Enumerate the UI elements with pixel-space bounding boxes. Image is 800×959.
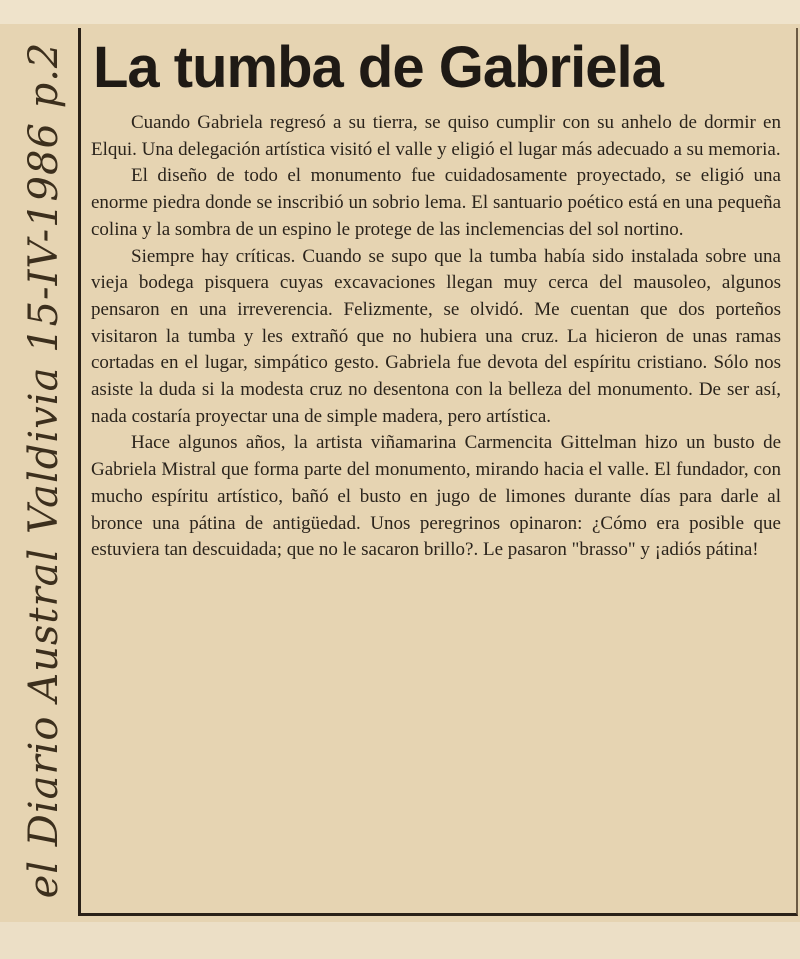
handwritten-source-note: el Diario Austral Valdivia 15-IV-1986 p.2 — [21, 41, 67, 899]
paragraph: Cuando Gabriela regresó a su tierra, se quiso cumplir con su anhelo de dormir en Elqui. Una delegación artística visitó el valle y eligió el lugar más adecuado a su memoria. — [91, 112, 781, 160]
paragraph: El diseño de todo el monumento fue cuidadosamente proyectado, se eligió una enorme piedra donde se inscribió un sobrio lema. El santuario poético está en una pequeña colina y la sombra de un espino le protege de las inclemencias del sol nortino. — [91, 165, 781, 240]
article-body — [91, 110, 781, 564]
article-box — [78, 28, 798, 916]
article-headline: La tumba de Gabriela — [93, 35, 663, 100]
paper-bottom-edge — [0, 922, 800, 959]
paper-top-edge — [0, 0, 800, 24]
paragraph: Siempre hay críticas. Cuando se supo que la tumba había sido instalada sobre una vieja bodega pisquera cuyas excavaciones llegan muy cerca del mausoleo, algunos pensaron en una irreverencia. Felizmente, se olvidó. Me cuentan que dos porteños visitaron la tumba y les extrañó que no hubiera una cruz. La hicieron de unas ramas cortadas en el lugar, simpático gesto. Gabriela fue devota del espíritu cristiano. Sólo nos asiste la duda si la modesta cruz no desentona con la belleza del monumento. De ser así, nada costaría proyectar una de simple madera, pero artística. — [91, 245, 781, 427]
paragraph: Hace algunos años, la artista viñamarina Carmencita Gittelman hizo un busto de Gabriela Mistral que forma parte del monumento, mirando hacia el valle. El fundador, con mucho espíritu artístico, bañó el busto en jugo de limones durante días para darle al bronce una pátina de antigüedad. Unos peregrinos opinaron: ¿Cómo era posible que estuviera tan descuidada; que no le sacaron brillo?. Le pasaron "brasso" y ¡adiós pátina! — [91, 432, 781, 561]
